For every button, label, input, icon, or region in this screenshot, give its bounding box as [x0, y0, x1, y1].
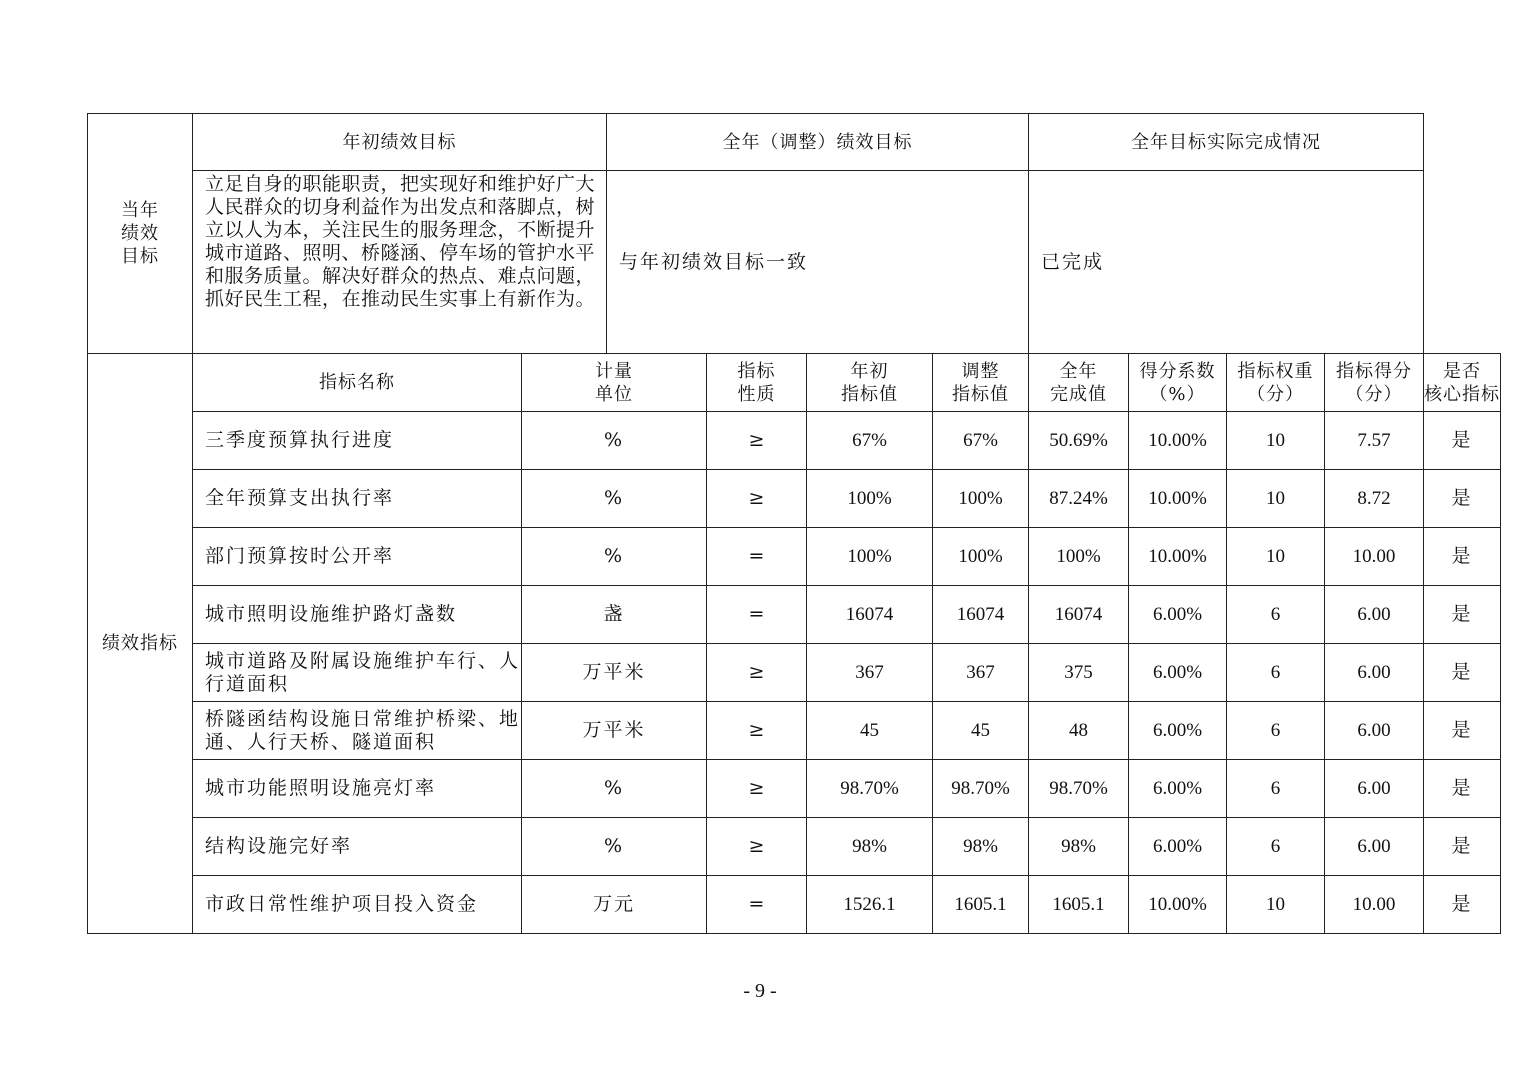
unit-cell: % [522, 470, 707, 528]
nature-cell: = [707, 586, 807, 644]
header-weight: 指标权重 （分） [1227, 354, 1325, 412]
core-indicator-cell: 是 [1424, 470, 1501, 528]
header-nature: 指标 性质 [707, 354, 807, 412]
score-cell: 6.00 [1325, 760, 1424, 818]
completed-value-cell: 87.24% [1029, 470, 1129, 528]
score-cell: 10.00 [1325, 876, 1424, 934]
initial-value-cell: 67% [807, 412, 933, 470]
adjusted-value-cell: 100% [933, 528, 1029, 586]
weight-cell: 6 [1227, 760, 1325, 818]
initial-goal-text: 立足自身的职能职责，把实现好和维护好广大人民群众的切身利益作为出发点和落脚点，树立以人为本，关注民生的服务理念，不断提升城市道路、照明、桥隧涵、停车场的管护水平和服务质量。解决好群众的热点、难点问题，抓好民生工程，在推动民生实事上有新作为。 [193, 171, 607, 354]
header-actual-completion: 全年目标实际完成情况 [1029, 114, 1424, 171]
adjusted-value-cell: 367 [933, 644, 1029, 702]
indicator-name-cell: 结构设施完好率 [193, 818, 522, 876]
performance-table [87, 113, 1501, 934]
unit-cell: 万元 [522, 876, 707, 934]
header-adjusted-goal: 全年（调整）绩效目标 [607, 114, 1029, 171]
completed-value-cell: 100% [1029, 528, 1129, 586]
core-indicator-cell: 是 [1424, 586, 1501, 644]
adjusted-goal-text: 与年初绩效目标一致 [607, 171, 1029, 354]
nature-cell: ≥ [707, 760, 807, 818]
table-row [88, 528, 1501, 586]
core-indicator-cell: 是 [1424, 412, 1501, 470]
completed-value-cell: 48 [1029, 702, 1129, 760]
indicator-name-cell: 城市道路及附属设施维护车行、人行道面积 [193, 644, 522, 702]
adjusted-value-cell: 67% [933, 412, 1029, 470]
adjusted-value-cell: 98.70% [933, 760, 1029, 818]
weight-cell: 6 [1227, 702, 1325, 760]
score-coefficient-cell: 6.00% [1129, 818, 1227, 876]
initial-value-cell: 16074 [807, 586, 933, 644]
table-row [88, 876, 1501, 934]
unit-cell: 万平米 [522, 644, 707, 702]
score-coefficient-cell: 10.00% [1129, 412, 1227, 470]
header-unit: 计量 单位 [522, 354, 707, 412]
page-number: - 9 - [743, 980, 777, 1002]
header-score-coefficient: 得分系数 （%） [1129, 354, 1227, 412]
weight-cell: 10 [1227, 470, 1325, 528]
nature-cell: ≥ [707, 644, 807, 702]
score-cell: 6.00 [1325, 586, 1424, 644]
initial-value-cell: 367 [807, 644, 933, 702]
nature-cell: ≥ [707, 702, 807, 760]
header-initial-value: 年初 指标值 [807, 354, 933, 412]
adjusted-value-cell: 1605.1 [933, 876, 1029, 934]
table-row [88, 702, 1501, 760]
weight-cell: 6 [1227, 586, 1325, 644]
unit-cell: % [522, 760, 707, 818]
nature-cell: = [707, 528, 807, 586]
initial-value-cell: 98.70% [807, 760, 933, 818]
header-completed-value: 全年 完成值 [1029, 354, 1129, 412]
unit-cell: 盏 [522, 586, 707, 644]
unit-cell: 万平米 [522, 702, 707, 760]
adjusted-value-cell: 100% [933, 470, 1029, 528]
header-core-indicator: 是否 核心指标 [1424, 354, 1501, 412]
initial-value-cell: 100% [807, 470, 933, 528]
table-row [88, 760, 1501, 818]
weight-cell: 10 [1227, 528, 1325, 586]
adjusted-value-cell: 98% [933, 818, 1029, 876]
completed-value-cell: 1605.1 [1029, 876, 1129, 934]
unit-cell: % [522, 818, 707, 876]
score-coefficient-cell: 10.00% [1129, 470, 1227, 528]
completed-value-cell: 98% [1029, 818, 1129, 876]
indicator-name-cell: 三季度预算执行进度 [193, 412, 522, 470]
score-coefficient-cell: 6.00% [1129, 586, 1227, 644]
header-indicator-name: 指标名称 [193, 354, 522, 412]
nature-cell: ≥ [707, 818, 807, 876]
core-indicator-cell: 是 [1424, 528, 1501, 586]
nature-cell: ≥ [707, 412, 807, 470]
weight-cell: 10 [1227, 412, 1325, 470]
weight-cell: 6 [1227, 644, 1325, 702]
adjusted-value-cell: 45 [933, 702, 1029, 760]
header-initial-goal: 年初绩效目标 [193, 114, 607, 171]
score-coefficient-cell: 10.00% [1129, 528, 1227, 586]
actual-completion-text: 已完成 [1029, 171, 1424, 354]
core-indicator-cell: 是 [1424, 760, 1501, 818]
initial-value-cell: 1526.1 [807, 876, 933, 934]
score-coefficient-cell: 6.00% [1129, 760, 1227, 818]
header-adjusted-value: 调整 指标值 [933, 354, 1029, 412]
indicator-name-cell: 城市照明设施维护路灯盏数 [193, 586, 522, 644]
nature-cell: ≥ [707, 470, 807, 528]
indicators-label: 绩效指标 [88, 354, 193, 934]
completed-value-cell: 50.69% [1029, 412, 1129, 470]
annual-goal-label: 当年 绩效 目标 [88, 114, 193, 354]
core-indicator-cell: 是 [1424, 818, 1501, 876]
weight-cell: 10 [1227, 876, 1325, 934]
score-cell: 6.00 [1325, 644, 1424, 702]
initial-value-cell: 45 [807, 702, 933, 760]
indicator-name-cell: 全年预算支出执行率 [193, 470, 522, 528]
unit-cell: % [522, 412, 707, 470]
score-cell: 6.00 [1325, 818, 1424, 876]
score-coefficient-cell: 6.00% [1129, 644, 1227, 702]
core-indicator-cell: 是 [1424, 702, 1501, 760]
initial-value-cell: 98% [807, 818, 933, 876]
header-score: 指标得分 （分） [1325, 354, 1424, 412]
indicator-name-cell: 城市功能照明设施亮灯率 [193, 760, 522, 818]
score-coefficient-cell: 6.00% [1129, 702, 1227, 760]
indicator-name-cell: 桥隧函结构设施日常维护桥梁、地通、人行天桥、隧道面积 [193, 702, 522, 760]
indicator-name-cell: 市政日常性维护项目投入资金 [193, 876, 522, 934]
table-row [88, 818, 1501, 876]
nature-cell: = [707, 876, 807, 934]
score-cell: 7.57 [1325, 412, 1424, 470]
weight-cell: 6 [1227, 818, 1325, 876]
table-row [88, 644, 1501, 702]
initial-value-cell: 100% [807, 528, 933, 586]
score-cell: 6.00 [1325, 702, 1424, 760]
score-coefficient-cell: 10.00% [1129, 876, 1227, 934]
core-indicator-cell: 是 [1424, 644, 1501, 702]
completed-value-cell: 16074 [1029, 586, 1129, 644]
completed-value-cell: 375 [1029, 644, 1129, 702]
score-cell: 8.72 [1325, 470, 1424, 528]
indicator-name-cell: 部门预算按时公开率 [193, 528, 522, 586]
core-indicator-cell: 是 [1424, 876, 1501, 934]
completed-value-cell: 98.70% [1029, 760, 1129, 818]
adjusted-value-cell: 16074 [933, 586, 1029, 644]
table-row [88, 412, 1501, 470]
table-row [88, 586, 1501, 644]
table-row [88, 470, 1501, 528]
score-cell: 10.00 [1325, 528, 1424, 586]
unit-cell: % [522, 528, 707, 586]
